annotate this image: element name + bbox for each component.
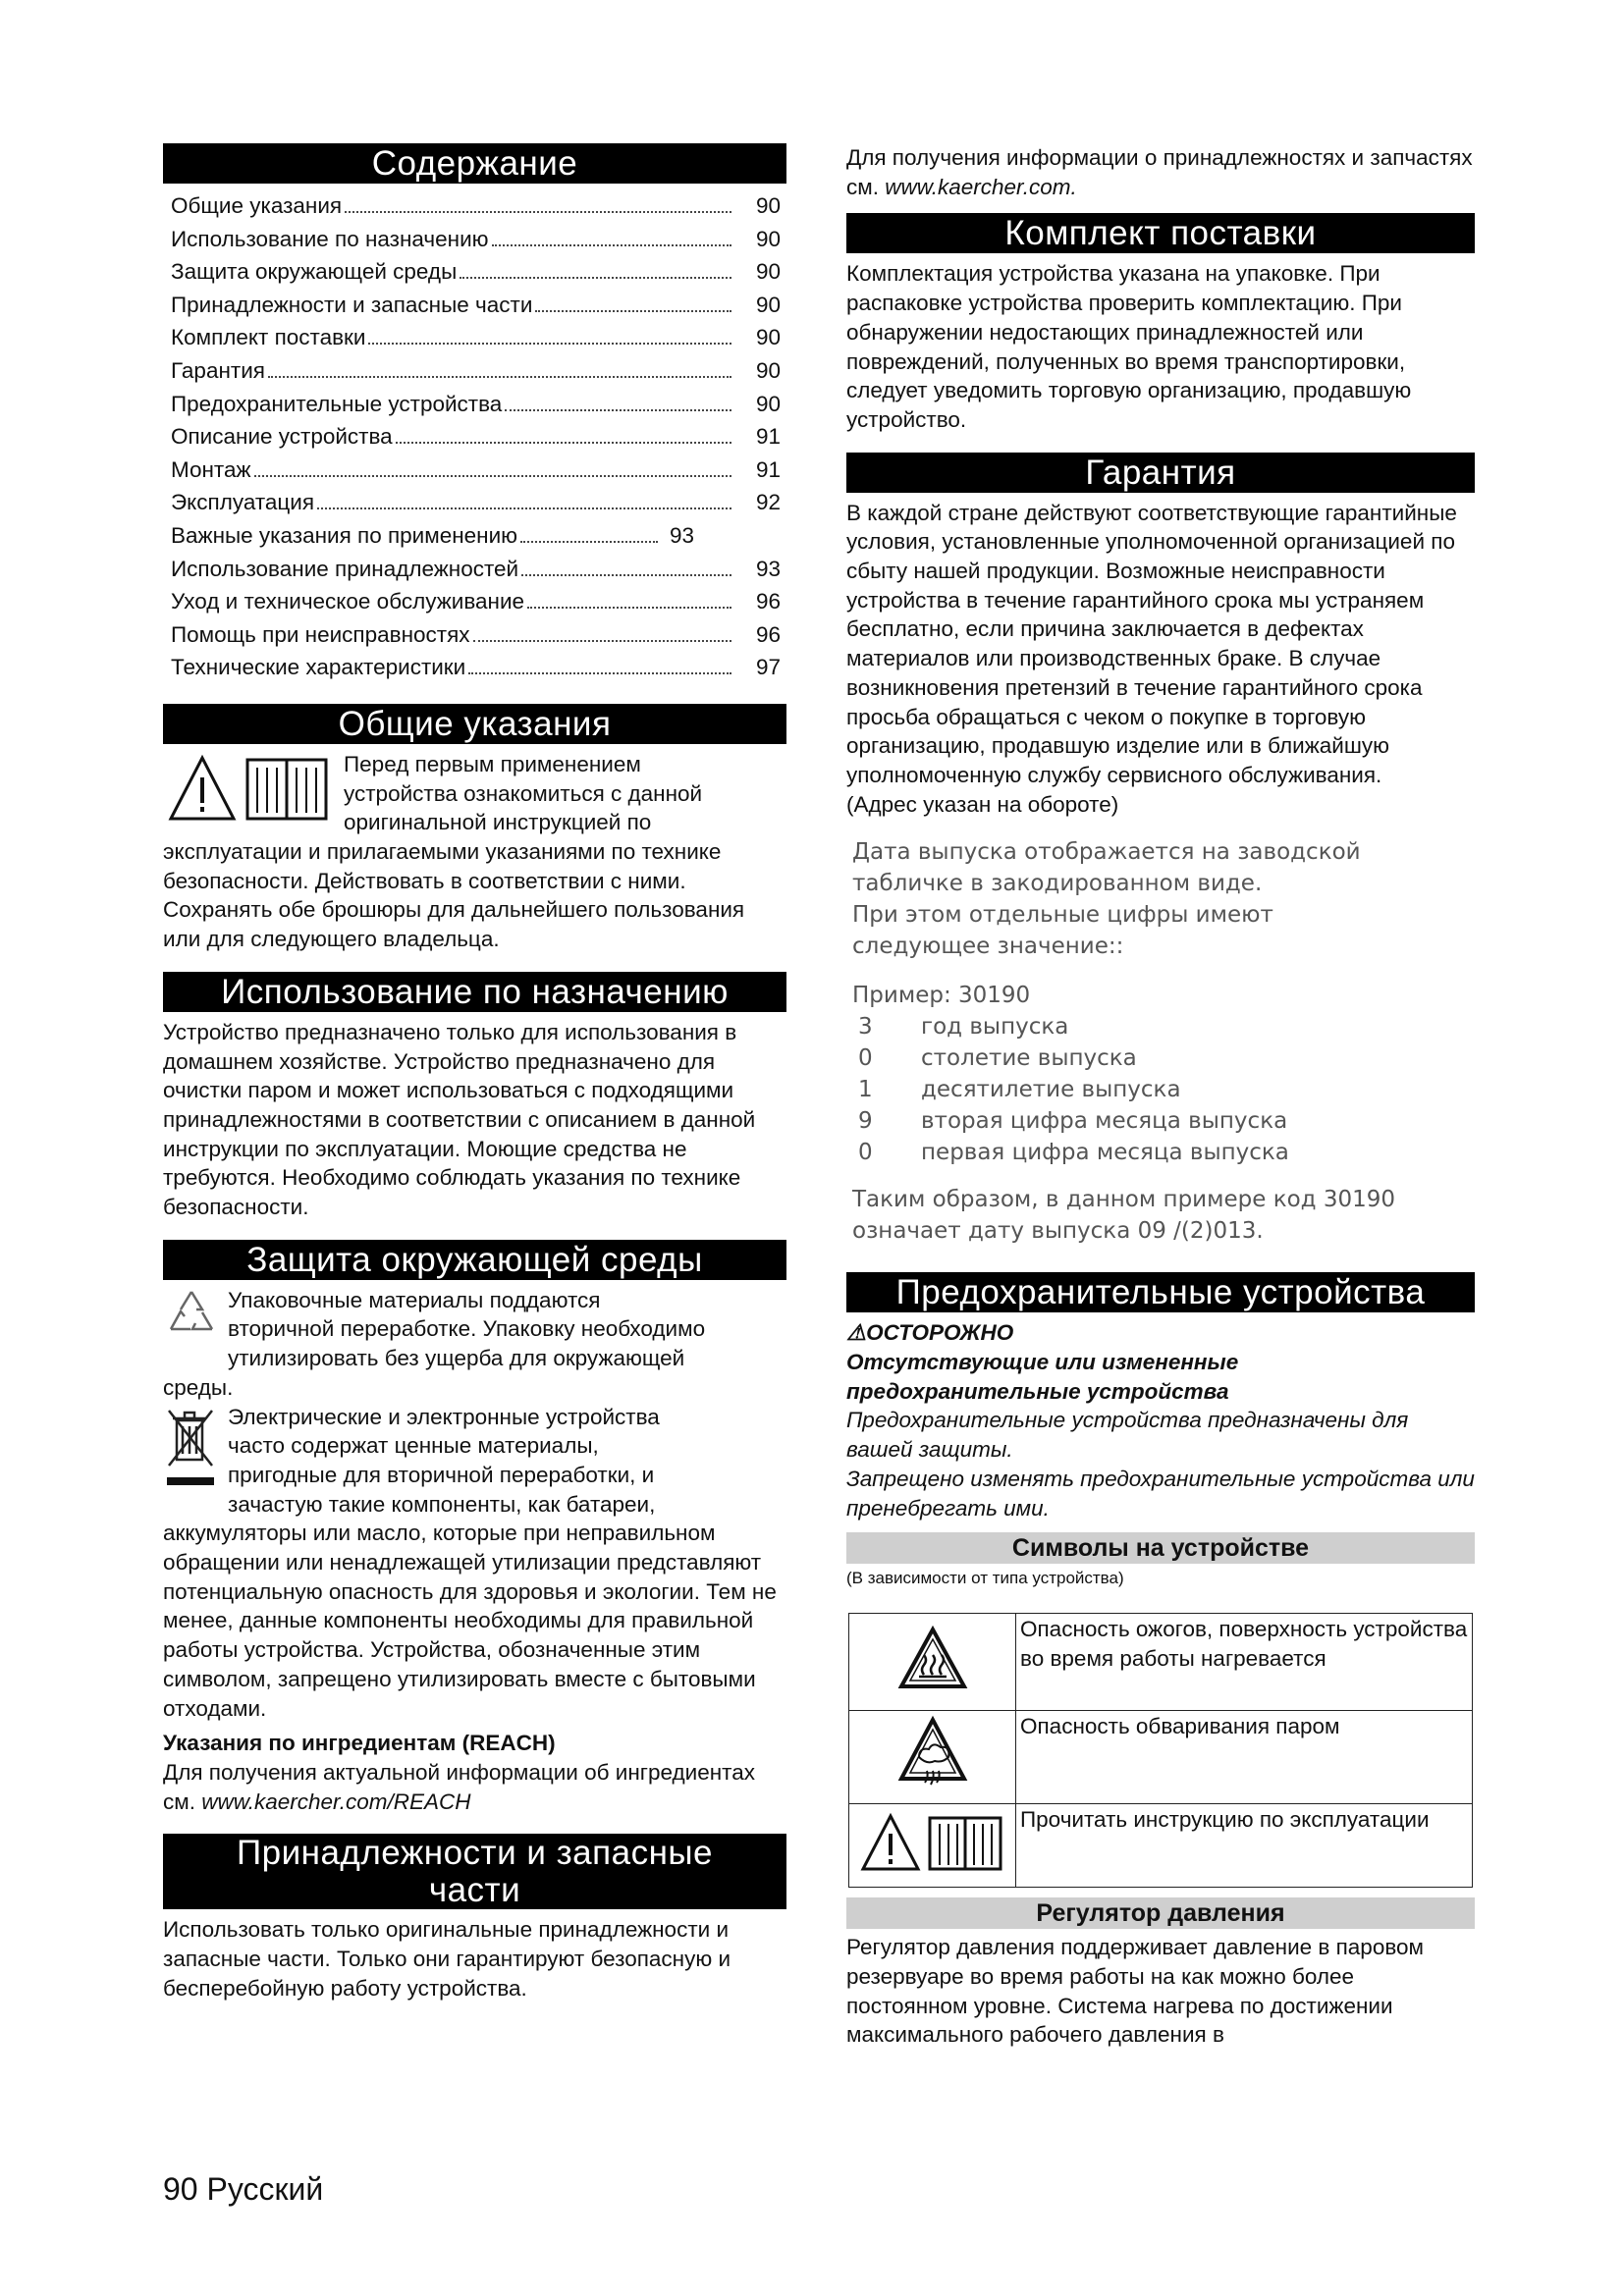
reach-paragraph — [163, 1758, 786, 1816]
date-digit-meaning: столетие выпуска — [921, 1045, 1137, 1072]
hot-surface-warning-icon — [849, 1614, 1016, 1711]
accessories-text: Использовать только оригинальные принадлежности и запасные части. Только они гарантируют безопасную и бесперебойную работу устройства. — [163, 1917, 731, 2001]
steam-scald-warning-icon — [849, 1711, 1016, 1804]
delivery-text: Комплектация устройства указана на упаковке. При распаковке устройства проверить комплектацию. При обнаружении недостающих принадлежностей или повреждений, полученных во время транспортировки, следует уведомить торговую организацию, продавшую устройство. — [846, 261, 1412, 432]
reach-title: Указания по ингредиентам (REACH) — [163, 1731, 556, 1756]
toc-item-page: 90 — [755, 391, 781, 416]
left-column — [163, 143, 786, 2021]
general-title: Общие указания — [163, 704, 786, 744]
toc-item[interactable] — [171, 223, 781, 256]
toc-item-label: Важные указания по применению — [171, 522, 518, 548]
general-section — [163, 704, 786, 954]
toc-item[interactable] — [171, 255, 781, 289]
weee-line: часто содержат ценные материалы, — [228, 1433, 599, 1459]
page-footer — [163, 2169, 323, 2209]
safety-section — [846, 1272, 1475, 1522]
general-line: устройства ознакомиться с данной — [344, 780, 703, 806]
toc-item-label: Эксплуатация — [171, 490, 315, 515]
toc-section — [163, 143, 786, 684]
footer-language: Русский — [206, 2171, 324, 2207]
weee-line: пригодные для вторичной переработки, и — [228, 1462, 655, 1487]
packaging-line: Упаковочные материалы поддаются — [228, 1287, 601, 1312]
symbol-text: Опасность ожогов, поверхность устройства во время работы нагревается — [1016, 1614, 1473, 1711]
packaging-rest: среды. — [163, 1374, 234, 1400]
date-digit-meaning: десятилетие выпуска — [921, 1077, 1181, 1103]
toc-item-label: Гарантия — [171, 357, 265, 383]
symbols-table — [848, 1613, 1473, 1888]
toc-item[interactable] — [171, 486, 781, 519]
safety-warning-text: Запрещено изменять предохранительные устройства или пренебрегать ими. — [846, 1466, 1475, 1521]
toc-item-page: 90 — [755, 357, 781, 383]
reach-link[interactable]: www.kaercher.com/REACH — [201, 1789, 471, 1814]
date-digit: 9 — [858, 1108, 873, 1135]
date-digit-row — [852, 1074, 1469, 1105]
symbol-row — [849, 1804, 1473, 1888]
date-intro-line: Дата выпуска отображается на заводской — [852, 839, 1361, 866]
date-digit-row — [852, 1105, 1469, 1137]
page-number: 90 — [163, 2171, 198, 2207]
date-code-block — [846, 836, 1475, 1247]
toc-item-page: 90 — [755, 226, 781, 251]
toc-item-page: 90 — [755, 292, 781, 317]
warranty-title: Гарантия — [846, 453, 1475, 493]
symbol-text: Опасность обваривания паром — [1016, 1711, 1473, 1804]
general-line: оригинальной инструкцией по — [344, 810, 652, 835]
intended-use-text: Устройство предназначено только для использования в домашнем хозяйстве. Устройство предназначено для очистки паром и может использоваться с подходящими принадлежностями в соответствии с описанием в данной инструкции по эксплуатации. Моющие средства не требуются. Необходимо соблюдать указания по технике безопасности. — [163, 1019, 756, 1220]
symbols-note: (В зависимости от типа устройства) — [846, 1569, 1124, 1588]
toc-item-label: Монтаж — [171, 456, 251, 482]
date-conclusion-line: означает дату выпуска 09 /(2)013. — [852, 1218, 1264, 1245]
warning-triangle-icon: ⚠ — [846, 1320, 867, 1346]
toc-item-page: 90 — [755, 325, 781, 350]
date-digit: 0 — [858, 1140, 873, 1166]
symbol-row — [849, 1711, 1473, 1804]
toc-item[interactable] — [171, 388, 781, 421]
toc-item[interactable] — [171, 189, 781, 223]
pressure-text: Регулятор давления поддерживает давление в паровом резервуаре во время работы на как можно более постоянном уровне. Система нагрева по достижении максимального рабочего давления в — [846, 1935, 1425, 2048]
toc-item-label: Уход и техническое обслуживание — [171, 589, 525, 614]
right-column — [846, 143, 1475, 2067]
packaging-line: вторичной переработке. Упаковку необходимо — [228, 1316, 706, 1342]
intended-use-section — [163, 972, 786, 1222]
accessories-info-text: Для получения информации о принадлежностях и запчастях см. — [846, 145, 1473, 199]
date-conclusion-line: Таким образом, в данном примере код 30190 — [852, 1187, 1396, 1213]
date-intro-line: следующее значение:: — [852, 934, 1124, 960]
accessories-title-line: Принадлежности и запасные — [236, 1834, 714, 1873]
date-digit-meaning: год выпуска — [921, 1014, 1069, 1041]
symbol-text: Прочитать инструкцию по эксплуатации — [1016, 1804, 1473, 1888]
toc-item-page: 90 — [755, 193, 781, 218]
warranty-text: В каждой стране действуют соответствующие гарантийные условия, установленные уполномоченной организацией по сбыту нашей продукции. Возможные неисправности устройства в течение гарантийного срока мы устраняем бесплатно, если причина заключается в дефектах материалов или производственных браке. В случае возникновения претензий в течение гарантийного срока просьба обращаться с чеком о покупке в торговую организацию, продавшую изделие или в ближайшую уполномоченную службу сервисного обслуживания. — [846, 500, 1457, 787]
accessories-title — [163, 1834, 786, 1909]
weee-line: зачастую такие компоненты, как батареи, — [228, 1491, 656, 1517]
toc-item-label: Технические характеристики — [171, 655, 466, 680]
toc-list — [163, 189, 786, 684]
toc-item-label: Защита окружающей среды — [171, 259, 458, 285]
toc-item-page: 96 — [755, 621, 781, 647]
weee-line: Электрические и электронные устройства — [228, 1404, 660, 1429]
toc-item-label: Общие указания — [171, 193, 343, 218]
toc-item[interactable] — [171, 321, 781, 354]
date-digit-row — [852, 1042, 1469, 1074]
date-digit-meaning: первая цифра месяца выпуска — [921, 1140, 1289, 1166]
toc-item[interactable] — [171, 519, 781, 553]
accessories-section — [163, 1834, 786, 2002]
toc-item-page: 91 — [755, 424, 781, 450]
warning-book-icon — [163, 750, 344, 828]
date-intro-line: При этом отдельные цифры имеют — [852, 902, 1273, 929]
date-digit-row — [852, 1137, 1469, 1168]
toc-item-label: Принадлежности и запасные части — [171, 292, 533, 317]
toc-item[interactable] — [171, 618, 781, 652]
toc-item-label: Комплект поставки — [171, 325, 366, 350]
packaging-line: утилизировать без ущерба для окружающей — [228, 1346, 685, 1371]
weee-rest: аккумуляторы или масло, которые при неправильном обращении или ненадлежащей утилизации представляют потенциальную опасность для здоровья и экологии. Тем не менее, данные компоненты необходимы для правильной работы устройства. Устройства, обозначенные этим символом, запрещено утилизировать вместе с бытовыми отходами. — [163, 1521, 777, 1721]
delivery-title: Комплект поставки — [846, 213, 1475, 253]
toc-item[interactable] — [171, 651, 781, 684]
toc-item-page: 96 — [755, 589, 781, 614]
toc-item[interactable] — [171, 553, 781, 586]
general-text: эксплуатации и прилагаемыми указаниями по технике безопасности. Действовать в соответствии с ними. — [163, 839, 722, 893]
pressure-section — [846, 1897, 1475, 2050]
symbols-section — [846, 1532, 1475, 1888]
safety-warning-label: ⚠ОСТОРОЖНО — [846, 1320, 1014, 1346]
accessories-info — [846, 143, 1475, 201]
read-manual-icon — [849, 1804, 1016, 1888]
delivery-section — [846, 213, 1475, 434]
general-keep-text: Сохранять обе брошюры для дальнейшего пользования или для следующего владельца. — [163, 897, 745, 952]
warranty-section — [846, 453, 1475, 820]
toc-item-label: Помощь при неисправностях — [171, 621, 470, 647]
toc-item[interactable] — [171, 420, 781, 454]
toc-item-page: 91 — [755, 456, 781, 482]
toc-item-page: 92 — [755, 490, 781, 515]
toc-item-page: 93 — [755, 556, 781, 581]
date-digit: 3 — [858, 1014, 873, 1041]
date-digit: 0 — [858, 1045, 873, 1072]
environment-section — [163, 1240, 786, 1817]
warranty-address-note: (Адрес указан на обороте) — [846, 791, 1119, 817]
date-digit-meaning: вторая цифра месяца выпуска — [921, 1108, 1288, 1135]
toc-item[interactable] — [171, 354, 781, 388]
safety-warning-text: Предохранительные устройства предназначены для вашей защиты. — [846, 1408, 1409, 1463]
date-digit: 1 — [858, 1077, 873, 1103]
toc-item-page: 97 — [755, 655, 781, 680]
toc-title: Содержание — [163, 143, 786, 184]
recycling-icon — [163, 1286, 228, 1348]
toc-item-page: 90 — [755, 259, 781, 285]
date-example: Пример: 30190 — [852, 983, 1031, 1009]
symbol-row — [849, 1614, 1473, 1711]
intended-use-title: Использование по назначению — [163, 972, 786, 1012]
safety-warning-bold: Отсутствующие или измененные предохранительные устройства — [846, 1350, 1239, 1404]
toc-item[interactable] — [171, 454, 781, 487]
general-line: Перед первым применением — [344, 751, 641, 776]
date-intro-line: табличке в закодированном виде. — [852, 871, 1263, 897]
toc-item[interactable] — [171, 289, 781, 322]
date-digit-row — [852, 1011, 1469, 1042]
accessories-info-link[interactable]: www.kaercher.com. — [885, 174, 1077, 199]
toc-item-label: Описание устройства — [171, 424, 393, 450]
reach-text: Для получения актуальной информации об ингредиентах см. — [163, 1760, 755, 1814]
symbols-title: Символы на устройстве — [846, 1532, 1475, 1564]
pressure-title: Регулятор давления — [846, 1897, 1475, 1929]
toc-item-label: Предохранительные устройства — [171, 391, 503, 416]
toc-item[interactable] — [171, 585, 781, 618]
toc-item-label: Использование принадлежностей — [171, 556, 519, 581]
accessories-title-line: части — [428, 1871, 521, 1910]
toc-item-page: 93 — [670, 522, 695, 548]
weee-bin-icon — [163, 1403, 228, 1496]
toc-item-label: Использование по назначению — [171, 226, 489, 251]
safety-title: Предохранительные устройства — [846, 1272, 1475, 1312]
environment-title: Защита окружающей среды — [163, 1240, 786, 1280]
